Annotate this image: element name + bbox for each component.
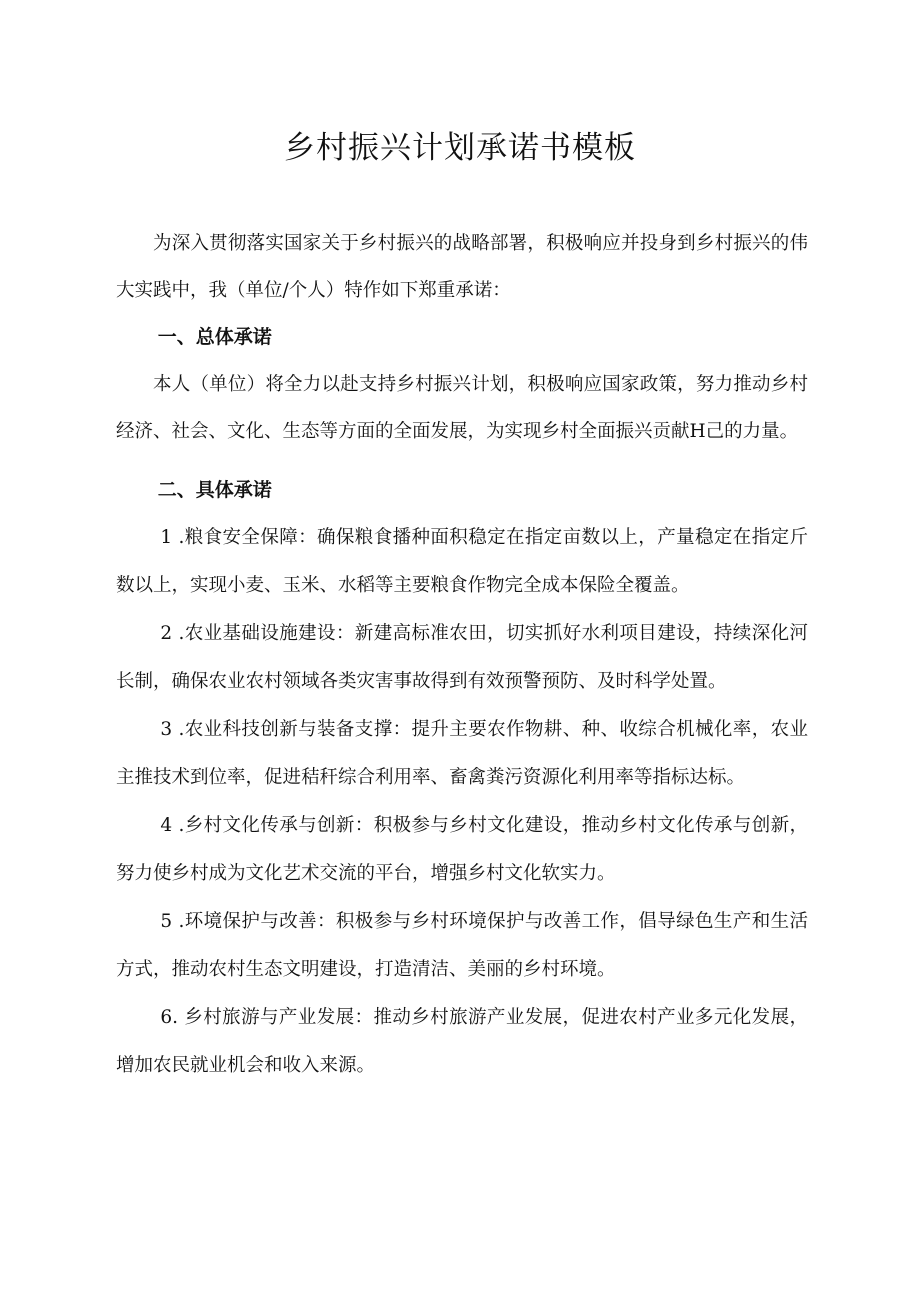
section-heading-overall: 一、总体承诺 [157, 326, 272, 348]
document-body [116, 220, 808, 1090]
commitment-item-6: 6. 乡村旅游与产业发展：推动乡村旅游产业发展，促进农村产业多元化发展，增加农民就业机会和收入来源。 [116, 1007, 808, 1076]
intro-paragraph: 为深入贯彻落实国家关于乡村振兴的战略部署，积极响应并投身到乡村振兴的伟大实践中，我（单位/个人）特作如下郑重承诺： [116, 233, 808, 301]
commitment-item-5: 5 .环境保护与改善：积极参与乡村环境保护与改善工作，倡导绿色生产和生活方式，推动农村生态文明建设，打造清洁、美丽的乡村环境。 [116, 911, 808, 980]
document-title: 乡村振兴计划承诺书模板 [284, 130, 636, 166]
commitment-item-1: 1 .粮食安全保障：确保粮食播种面积稳定在指定亩数以上，产量稳定在指定斤数以上，实现小麦、玉米、水稻等主要粮食作物完全成本保险全覆盖。 [116, 527, 808, 596]
commitment-item-4: 4 .乡村文化传承与创新：积极参与乡村文化建设，推动乡村文化传承与创新，努力使乡村成为文化艺术交流的平台，增强乡村文化软实力。 [116, 815, 808, 884]
commitment-item-2: 2 .农业基础设施建设：新建高标准农田，切实抓好水利项目建设，持续深化河长制，确保农业农村领域各类灾害事故得到有效预警预防、及时科学处置。 [116, 623, 808, 692]
commitment-item-3: 3 .农业科技创新与装备支撑：提升主要农作物耕、种、收综合机械化率，农业主推技术到位率，促进秸秆综合利用率、畜禽粪污资源化利用率等指标达标。 [116, 719, 808, 788]
section-heading-specific: 二、具体承诺 [157, 479, 272, 501]
overall-commitment-paragraph: 本人（单位）将全力以赴支持乡村振兴计划，积极响应国家政策，努力推动乡村经济、社会、文化、生态等方面的全面发展，为实现乡村全面振兴贡献H己的力量。 [116, 374, 808, 442]
